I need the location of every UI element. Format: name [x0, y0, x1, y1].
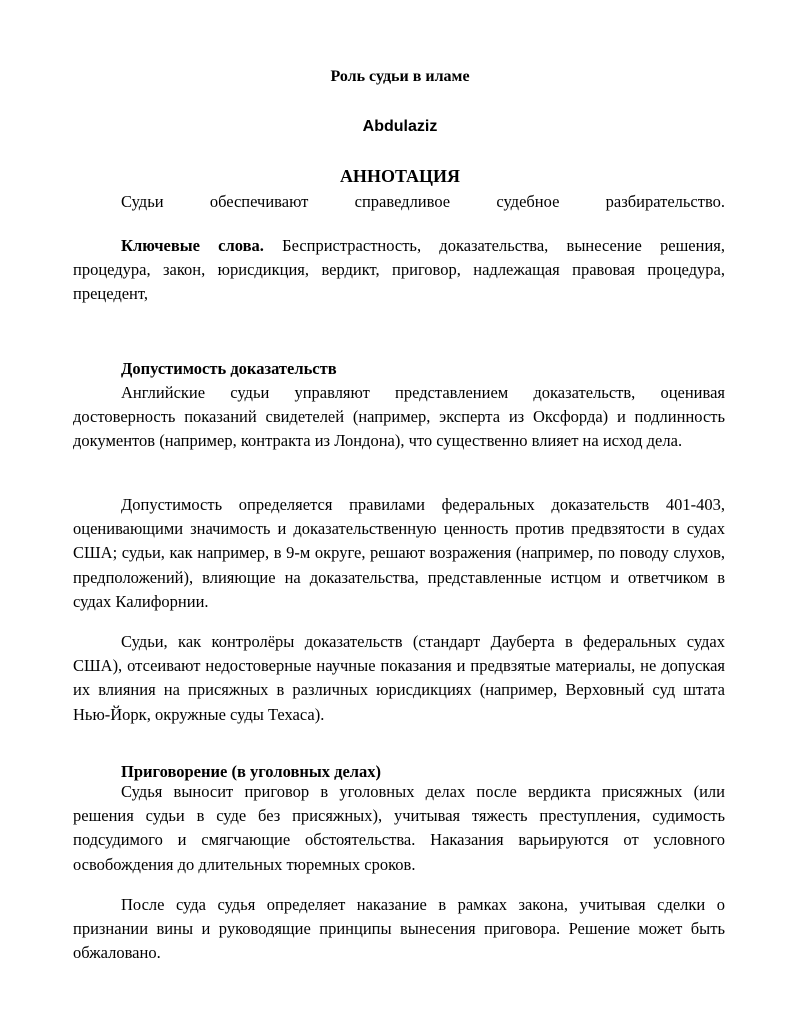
keywords-label: Ключевые слова.: [121, 236, 264, 255]
abstract-heading: АННОТАЦИЯ: [339, 166, 461, 186]
abstract-text: Судьи обеспечивают справедливое судебное разбирательство.: [121, 192, 725, 211]
keywords-text: Беспристрастность, доказательства, вынесение решения, процедура, закон, юрисдикция, вердикт, приговор, надлежащая правовая процедура, прецедент,: [73, 236, 725, 304]
section-sentencing-paragraph-1: Судья выносит приговор в уголовных делах после вердикта присяжных (или решения судьи в суде без присяжных), учитывая тяжесть преступления, судимость подсудимого и смягчающие обстоятельства. Наказания варьируются от условного освобождения до длительных тюремных сроков.: [73, 782, 725, 874]
keywords-paragraph: [73, 234, 725, 307]
section-heading-evidence: Допустимость доказательств: [121, 359, 337, 378]
author-name: Abdulaziz: [362, 118, 438, 135]
section-heading-sentencing: Приговорение (в уголовных делах): [121, 762, 382, 781]
section-evidence-paragraph-2: Допустимость определяется правилами федеральных доказательств 401-403, оценивающими значимость и доказательственную ценность против предвзятости в судах США; судьи, как например, в 9-м округе, решают возражения (например, по поводу слухов, предположений), влияющие на доказательства, представленные истцом и ответчиком в судах Калифорнии.: [73, 495, 725, 611]
document-title: Роль судьи в иламе: [330, 68, 470, 85]
section-sentencing-paragraph-2: После суда судья определяет наказание в рамках закона, учитывая сделки о признании вины и руководящие принципы вынесения приговора. Решение может быть обжаловано.: [73, 895, 725, 963]
section-evidence-paragraph-1: Английские судьи управляют представлением доказательств, оценивая достоверность показаний свидетелей (например, эксперта из Оксфорда) и подлинность документов (например, контракта из Лондона), что существенно влияет на исход дела.: [73, 383, 725, 451]
section-evidence-paragraph-3: Судьи, как контролёры доказательств (стандарт Дауберта в федеральных судах США), отсеивают недостоверные научные показания и предвзятые материалы, не допуская их влияния на присяжных в различных юрисдикциях (например, Верховный суд штата Нью-Йорк, окружные суды Техаса).: [73, 632, 725, 724]
